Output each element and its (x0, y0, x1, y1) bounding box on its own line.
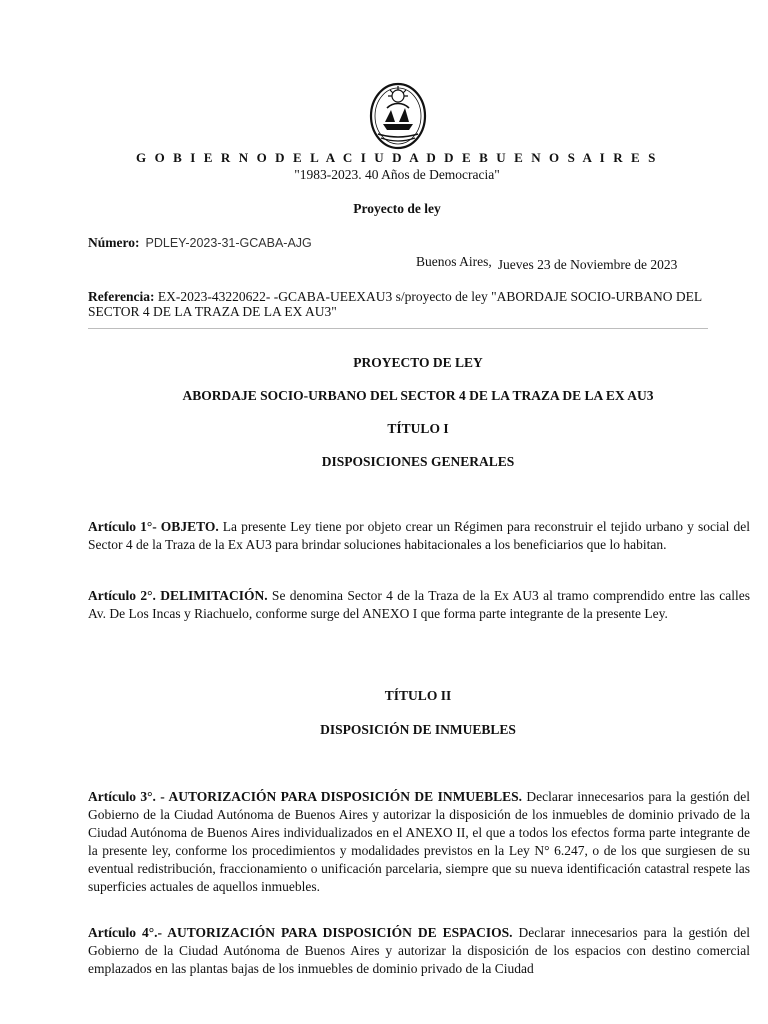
article-1-title: Artículo 1°- OBJETO. (88, 519, 219, 534)
article-2-title: Artículo 2°. DELIMITACIÓN. (88, 588, 268, 603)
place-and-date (416, 254, 677, 270)
titulo-1: TÍTULO I (387, 421, 449, 436)
numero-value: PDLEY-2023-31-GCABA-AJG (145, 236, 312, 250)
heading-main: PROYECTO DE LEY (353, 355, 483, 370)
reference (88, 289, 748, 319)
divider (88, 328, 708, 329)
article-1-text: La presente Ley tiene por objeto crear un Régimen para reconstruir el tejido urbano y social del Sector 4 de la Traza de la Ex AU3 para brindar soluciones habitacionales a los beneficiarios que lo habitan. (88, 519, 751, 552)
article-2 (88, 587, 750, 623)
document-number (88, 235, 312, 251)
article-3-text: Declarar innecesarios para la gestión del Gobierno de la Ciudad Autónoma de Buenos Aires y autorizar la disposición de los inmuebles de dominio privado de la Ciudad Autónoma de Buenos Aires individualizados en el ANEXO II, el que a todos los efectos forma parte integrante de la presente ley, conforme los procedimientos y modalidades previstos en la Ley N° 6.247, o de los que surgiesen de su eventual redistribución, fraccionamiento o unificación parcelaria, siempre que su nueva identificación catastral respete las superficies actuales de aquellos inmuebles. (88, 789, 750, 894)
motto: "1983-2023. 40 Años de Democracia" (294, 167, 500, 182)
numero-label: Número: (88, 235, 140, 250)
city: Buenos Aires, (416, 254, 492, 269)
article-2-text: Se denomina Sector 4 de la Traza de la Ex AU3 al tramo comprendido entre las calles Av. De Los Incas y Riachuelo, conforme surge del ANEXO I que forma parte integrante de la presente Ley. (88, 588, 750, 621)
government-heading: G O B I E R N O D E L A C I U D A D D E B U E N O S A I R E S (136, 150, 658, 165)
document-type: Proyecto de ley (353, 201, 441, 216)
referencia-text: EX-2023-43220622- -GCABA-UEEXAU3 s/proyecto de ley "ABORDAJE SOCIO-URBANO DEL SECTOR 4 DE LA TRAZA DE LA EX AU3" (88, 289, 702, 319)
date: Jueves 23 de Noviembre de 2023 (497, 257, 678, 272)
heading-subject: ABORDAJE SOCIO-URBANO DEL SECTOR 4 DE LA TRAZA DE LA EX AU3 (182, 388, 654, 403)
article-4 (88, 924, 750, 978)
article-4-title: Artículo 4°.- AUTORIZACIÓN PARA DISPOSICIÓN DE ESPACIOS. (88, 925, 513, 940)
titulo-2-name: DISPOSICIÓN DE INMUEBLES (320, 722, 516, 737)
article-4-text: Declarar innecesarios para la gestión del Gobierno de la Ciudad Autónoma de Buenos Aires y autorizar la disposición de los espacios con destino comercial emplazados en las plantas bajas de los inmuebles de dominio privado de la Ciudad (88, 925, 750, 976)
titulo-2: TÍTULO II (384, 688, 452, 703)
referencia-label: Referencia: (88, 289, 155, 304)
article-3 (88, 788, 750, 896)
article-3-title: Artículo 3°. - AUTORIZACIÓN PARA DISPOSICIÓN DE INMUEBLES. (88, 789, 522, 804)
titulo-1-name: DISPOSICIONES GENERALES (321, 454, 515, 469)
buenos-aires-coat-of-arms-icon (369, 82, 427, 150)
article-1 (88, 518, 750, 554)
